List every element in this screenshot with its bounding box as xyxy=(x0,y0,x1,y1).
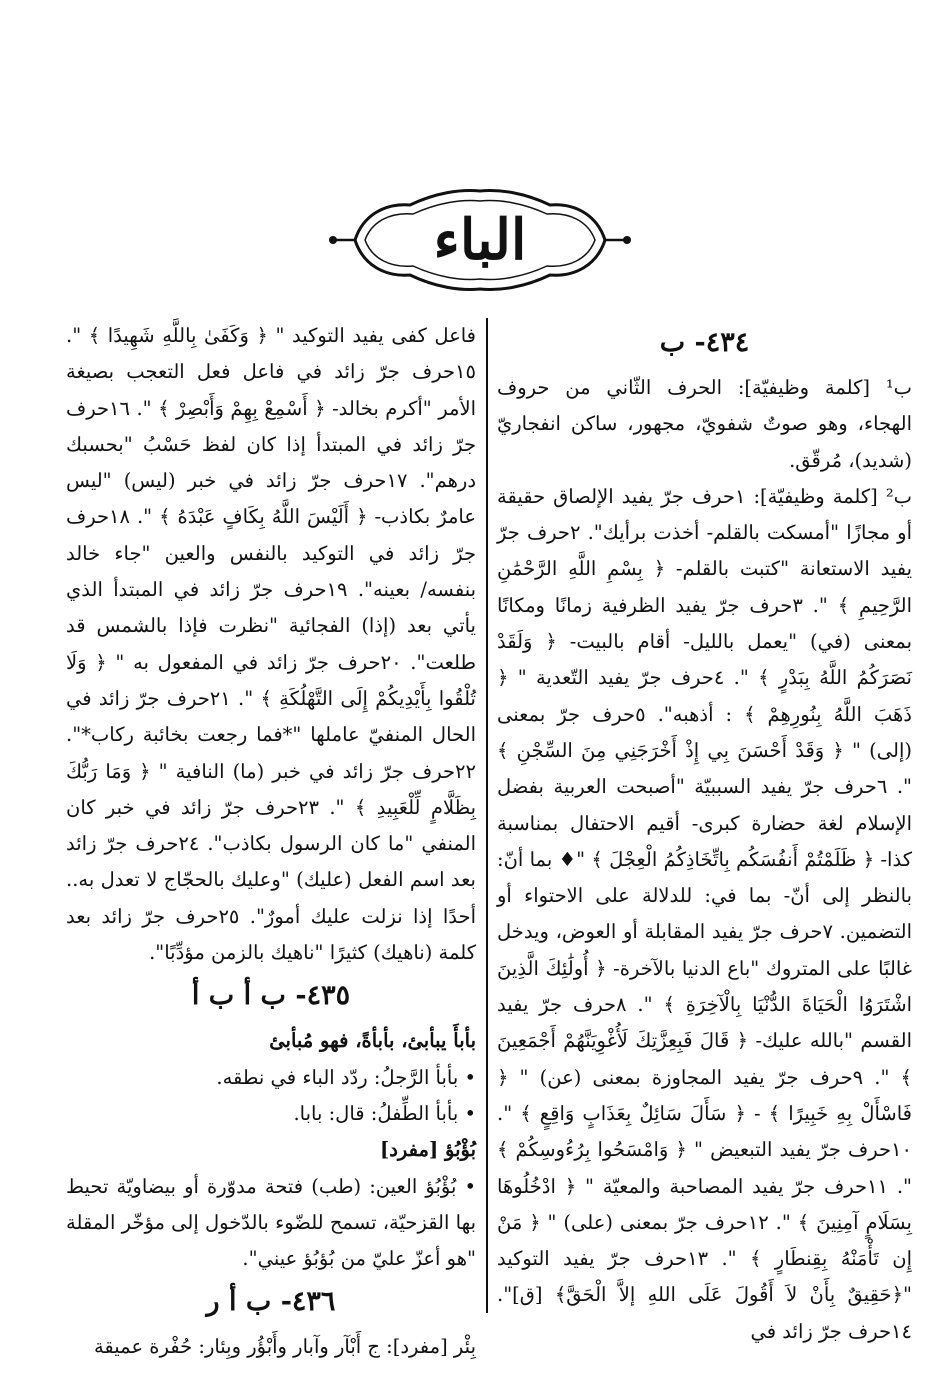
left-column xyxy=(66,318,477,1359)
entry-ba2-continuation: فاعل كفى يفيد التوكيد " ﴿ وَكَفَىٰ بِاللَّهِ شَهِيدًا ﴾ ". ١٥حرف جرّ زائد في فاعل فعل التعجب بصيغة الأمر "أكرم بخالد- ﴿ أَسْمِعْ بِهِمْ وَأَبْصِرْ ﴾ ". ١٦حرف جرّ زائد في المبتدأ إذا كان لفظ حَسْبُ "بحسبك درهم". ١٧حرف جرّ زائد في خبر (ليس) "ليس عامرٌ بكاذب- ﴿ أَلَيْسَ اللَّهُ بِكَافٍ عَبْدَهُ ﴾ ". ١٨حرف جرّ زائد في التوكيد بالنفس والعين "جاء خالد بنفسه/ بعينه". ١٩حرف جرّ زائد في المبتدأ الذي يأتي بعد (إذا) الفجائية "نظرت فإذا بالشمس قد طلعت". ٢٠حرف جرّ زائد في المفعول به " ﴿ وَلَا تُلْقُوا بِأَيْدِيكُمْ إِلَى التَّهْلُكَةِ ﴾ ". ٢١حرف جرّ زائد في الحال المنفيّ عاملها "*فما رجعت بخائبة ركاب*". ٢٢حرف جرّ زائد في خبر (ما) النافية " ﴿ وَمَا رَبُّكَ بِظَلَّامٍ لِّلْعَبِيدِ ﴾ ". ٢٣حرف جرّ زائد في خبر كان المنفي "ما كان الرسول بكاذب". ٢٤حرف جرّ زائد بعد اسم الفعل (عليك) "وعليك بالحجّاج لا تعدل به.. أحدًا إذا نزلت عليك أمورٌ". ٢٥حرف جرّ زائد بعد كلمة (ناهيك) كثيرًا "ناهيك بالزمن مؤدِّبًا". xyxy=(66,324,477,965)
entry-435-headword: بأبأَ يبأبئ، بأبأةً، فهو مُبأبئ xyxy=(269,1029,476,1053)
entry-435-subheadword: بُؤْبُؤ [مفرد] xyxy=(380,1138,476,1162)
right-column xyxy=(497,318,912,1343)
entry-ba1: ب¹ [كلمة وظيفيّة]: الحرف الثّاني من حروف الهجاء، وهو صوتٌ شفويّ، مجهور، ساكن انفجاريّ (شديد)، مُرقّق. xyxy=(497,376,912,472)
entry-heading-434: ٤٣٤- ب xyxy=(659,327,750,358)
entry-heading-436: ٤٣٦- ب أ ر xyxy=(206,1286,336,1318)
entry-435-sense-1: • بأبأ الرَّجلُ: ردّد الباء في نطقه. xyxy=(216,1065,476,1089)
column-divider xyxy=(486,318,488,1313)
entry-436-line: بِئْر [مفرد]: ج أَبْآر وآبار وأَبْؤُر وبِئار: حُفْرة عميقة xyxy=(93,1335,476,1359)
entry-heading-435: ٤٣٥- ب أ ب أ xyxy=(191,980,351,1012)
entry-435-sense-2: • بأبأ الطِّفلُ: قال: بابا. xyxy=(293,1101,476,1125)
page-title: الباء xyxy=(433,207,527,273)
entry-435-sense-3: • بُؤْبُؤ العين: (طب) فتحة مدوّرة أو بيضاويّة تحيط بها القزحيّة، تسمح للضّوء بالدّخول إلى مؤخّر المقلة "هو أعزّ عليّ من بُؤبُؤ عيني". xyxy=(66,1174,476,1271)
entry-ba2: ب² [كلمة وظيفيّة]: ١حرف جرّ يفيد الإلصاق حقيقة أو مجازًا "أمسكت بالقلم- أخذت برأيك". ٢حرف جرّ يفيد الاستعانة "كتبت بالقلم- ﴿ بِسْمِ اللَّهِ الرَّحْمَٰنِ الرَّحِيمِ ﴾ ". ٣حرف جرّ يفيد الظرفية زمانًا ومكانًا بمعنى (في) "يعمل بالليل- أقام بالبيت- ﴿ وَلَقَدْ نَصَرَكُمُ اللَّهُ بِبَدْرٍ ﴾ ". ٤حرف جرّ يفيد التّعدية " ﴿ ذَهَبَ اللَّهُ بِنُورِهِمْ ﴾ : أذهبه". ٥حرف جرّ بمعنى (إلى) " ﴿ وَقَدْ أَحْسَنَ بِي إِذْ أَخْرَجَنِي مِنَ السِّجْنِ ﴾ ". ٦حرف جرّ يفيد السببيّة "أصبحت العربية بفضل الإسلام لغة حضارة كبرى- أقيم الاحتفال بمناسبة كذا- ﴿ ظَلَمْتُمْ أَنفُسَكُم بِاتِّخَاذِكُمُ الْعِجْلَ ﴾ "♦ بما أنّ: بالنظر إلى أنّ- بما في: للدلالة على الاحتواء أو التضمين. ٧حرف جرّ يفيد المقابلة أو العوض، ويدخل غالبًا على المتروك "باع الدنيا بالآخرة- ﴿ أُولَٰئِكَ الَّذِينَ اشْتَرَوُا الْحَيَاةَ الدُّنْيَا بِالْآخِرَةِ ﴾ ". ٨حرف جرّ يفيد القسم "بالله عليك- ﴿ قَالَ فَبِعِزَّتِكَ لَأُغْوِيَنَّهُمْ أَجْمَعِينَ ﴾ ". ٩حرف جرّ يفيد المجاوزة بمعنى (عن) " ﴿ فَاسْأَلْ بِهِ خَبِيرًا ﴾ - ﴿ سَأَلَ سَائِلٌ بِعَذَابٍ وَاقِعٍ ﴾ ". ١٠حرف جرّ يفيد التبعيض " ﴿ وَامْسَحُوا بِرُءُوسِكُمْ ﴾ ". ١١حرف جرّ يفيد المصاحبة والمعيّة " ﴿ ادْخُلُوهَا بِسَلَامٍ آمِنِينَ ﴾ ". ١٢حرف جرّ بمعنى (على) " ﴿ مَنْ إِن تَأْمَنْهُ بِقِنطَارٍ ﴾ ". ١٣حرف جرّ يفيد التوكيد "﴿حَقِيقٌ بِأَنْ لاَ أَقُولَ عَلَى اللهِ إلاَّ الْحَقَّ﴾ [ق]". ١٤حرف جرّ زائد في xyxy=(497,484,912,1343)
